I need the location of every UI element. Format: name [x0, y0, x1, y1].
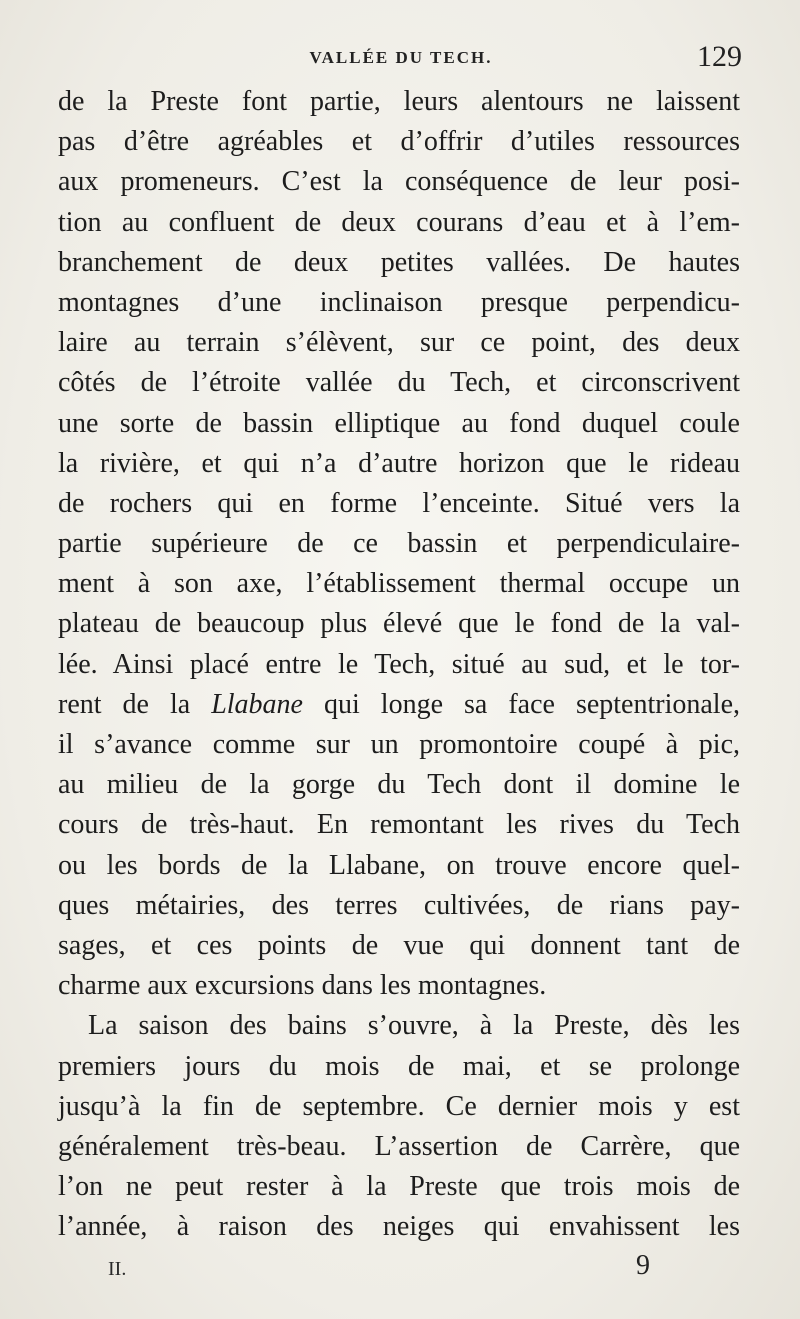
text-line: la rivière, et qui n’a d’autre horizon que le rideau: [58, 447, 740, 479]
text-line: partie supérieure de ce bassin et perpendiculaire-: [58, 528, 740, 560]
running-title: VALLÉE DU TECH.: [309, 48, 493, 67]
page-header: [60, 40, 742, 80]
text-line: de rochers qui en forme l’enceinte. Situé vers la: [58, 487, 740, 519]
text-line: ou les bords de la Llabane, on trouve encore quel-: [58, 849, 740, 881]
italic-word: Llabane: [211, 688, 303, 720]
text-line: une sorte de bassin elliptique au fond duquel coule: [58, 407, 740, 439]
text-line: de la Preste font partie, leurs alentours ne laissent: [58, 86, 740, 117]
text-line: sages, et ces points de vue qui donnent tant de: [58, 929, 740, 961]
text-line: premiers jours du mois de mai, et se prolonge: [58, 1050, 740, 1082]
text-line: cours de très-haut. En remontant les rives du Tech: [58, 809, 740, 841]
text-line: aux promeneurs. C’est la conséquence de leur posi-: [58, 166, 740, 198]
text-line: laire au terrain s’élèvent, sur ce point, des deux: [58, 327, 740, 359]
text-line: rent de la Llabane qui longe sa face septentrionale,: [58, 688, 740, 720]
text-line: branchement de deux petites vallées. De hautes: [58, 246, 740, 278]
text-line: l’on ne peut rester à la Preste que trois mois de: [58, 1171, 740, 1203]
text-line: pas d’être agréables et d’offrir d’utiles ressources: [58, 126, 740, 158]
body-text: [58, 82, 740, 1247]
text-line: au milieu de la gorge du Tech dont il domine le: [58, 769, 740, 801]
text-line: plateau de beaucoup plus élevé que le fond de la val-: [58, 608, 740, 640]
sheet-number: 9: [636, 1250, 650, 1281]
text-line: côtés de l’étroite vallée du Tech, et circonscrivent: [58, 367, 740, 399]
text-line: charme aux excursions dans les montagnes.: [58, 970, 547, 1002]
page-number: 129: [697, 40, 742, 73]
text-line: jusqu’à la fin de septembre. Ce dernier mois y est: [58, 1090, 740, 1122]
text-line: il s’avance comme sur un promontoire coupé à pic,: [58, 729, 740, 760]
text-line: l’année, à raison des neiges qui envahissent les: [58, 1211, 740, 1243]
signature-mark: II.: [108, 1258, 127, 1280]
text-line: ques métairies, des terres cultivées, de rians pay-: [58, 889, 740, 921]
text-line: généralement très-beau. L’assertion de Carrère, que: [58, 1130, 740, 1162]
text-line: lée. Ainsi placé entre le Tech, situé au sud, et le tor-: [58, 648, 740, 680]
text-line: tion au confluent de deux courans d’eau et à l’em-: [58, 206, 740, 238]
text-line: ment à son axe, l’établissement thermal occupe un: [58, 568, 740, 600]
text-line: La saison des bains s’ouvre, à la Preste, dès les: [88, 1010, 740, 1042]
text-line: montagnes d’une inclinaison presque perpendicu-: [58, 286, 740, 318]
page-footer: [108, 1248, 668, 1288]
